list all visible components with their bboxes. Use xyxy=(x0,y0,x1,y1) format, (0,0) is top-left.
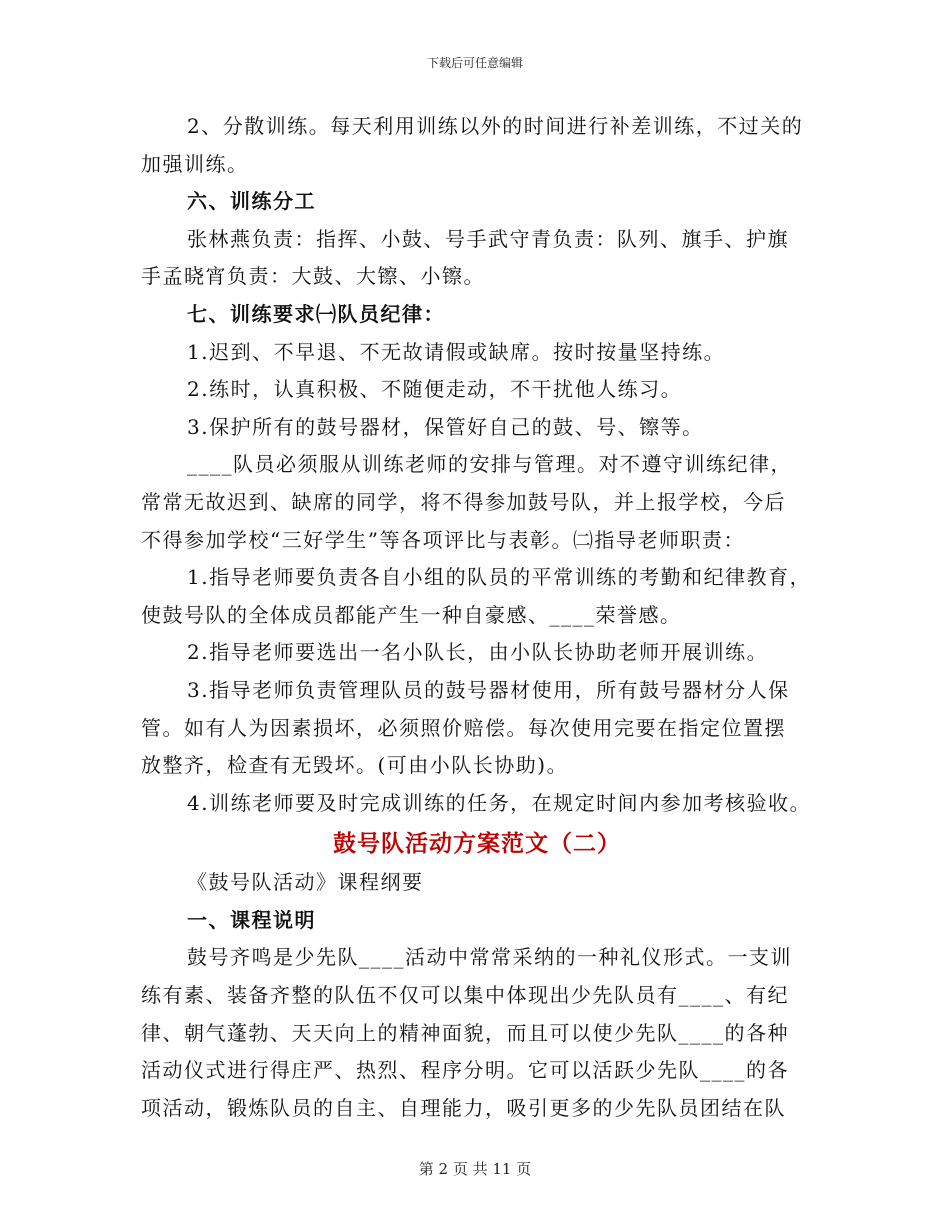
paragraph-line: 4.训练老师要及时完成训练的任务，在规定时间内参加考核验收。 xyxy=(187,790,812,815)
paragraph-line: 加强训练。 xyxy=(141,151,249,176)
section-heading: 七、训练要求㈠队员纪律： xyxy=(187,301,445,326)
paragraph-line: 3.指导老师负责管理队员的鼓号器材使用，所有鼓号器材分人保 xyxy=(187,677,790,702)
paragraph-line: 《鼓号队活动》课程纲要 xyxy=(187,870,424,895)
paragraph-line: 2.指导老师要选出一名小队长，由小队长协助老师开展训练。 xyxy=(187,640,769,665)
paragraph-line: 1.指导老师要负责各自小组的队员的平常训练的考勤和纪律教育， xyxy=(187,565,812,590)
paragraph-line: 2.练时，认真积极、不随便走动，不干扰他人练习。 xyxy=(187,377,683,402)
section-heading: 一、课程说明 xyxy=(187,907,316,932)
paragraph-line: ____队员必须服从训练老师的安排与管理。对不遵守训练纪律， xyxy=(187,452,792,477)
paragraph-line: 张林燕负责：指挥、小鼓、号手武守青负责：队列、旗手、护旗 xyxy=(187,226,789,251)
paragraph-line: 管。如有人为因素损坏，必须照价赔偿。每次使用完要在指定位置摆 xyxy=(141,715,786,740)
paragraph-line: 律、朝气蓬勃、天天向上的精神面貌，而且可以使少先队____的各种 xyxy=(141,1020,789,1045)
paragraph-line: 练有素、装备齐整的队伍不仅可以集中体现出少先队员有____、有纪 xyxy=(141,983,789,1008)
paragraph-line: 1.迟到、不早退、不无故请假或缺席。按时按量坚持练。 xyxy=(187,339,726,364)
paragraph-line: 不得参加学校“三好学生”等各项评比与表彰。㈡指导老师职责： xyxy=(141,527,745,552)
paragraph-line: 3.保护所有的鼓号器材，保管好自己的鼓、号、镲等。 xyxy=(187,414,704,439)
paragraph-line: 活动仪式进行得庄严、热烈、程序分明。它可以活跃少先队____的各 xyxy=(141,1058,789,1083)
paragraph-line: 使鼓号队的全体成员都能产生一种自豪感、____荣誉感。 xyxy=(141,602,682,627)
paragraph-line: 2、分散训练。每天利用训练以外的时间进行补差训练，不过关的 xyxy=(187,114,804,138)
paragraph-line: 常常无故迟到、缺席的同学，将不得参加鼓号队，并上报学校，今后 xyxy=(141,489,786,514)
section-title: 鼓号队活动方案范文（二） xyxy=(333,830,621,858)
paragraph-line: 鼓号齐鸣是少先队____活动中常常采纳的一种礼仪形式。一支训 xyxy=(187,945,792,970)
section-part-two xyxy=(141,864,813,1127)
document-body xyxy=(141,108,813,1127)
page-number: 第 2 页 共 11 页 xyxy=(418,1160,532,1178)
section-heading: 六、训练分工 xyxy=(187,189,316,214)
section-part-one xyxy=(141,108,813,822)
paragraph-line: 放整齐，检查有无毁坏。(可由小队长协助)。 xyxy=(141,753,569,778)
paragraph-line: 手孟晓宵负责：大鼓、大镲、小镲。 xyxy=(141,264,485,289)
paragraph-line: 项活动，锻炼队员的自主、自理能力，吸引更多的少先队员团结在队 xyxy=(141,1095,786,1120)
header-note: 下载后可任意编辑 xyxy=(426,56,523,70)
